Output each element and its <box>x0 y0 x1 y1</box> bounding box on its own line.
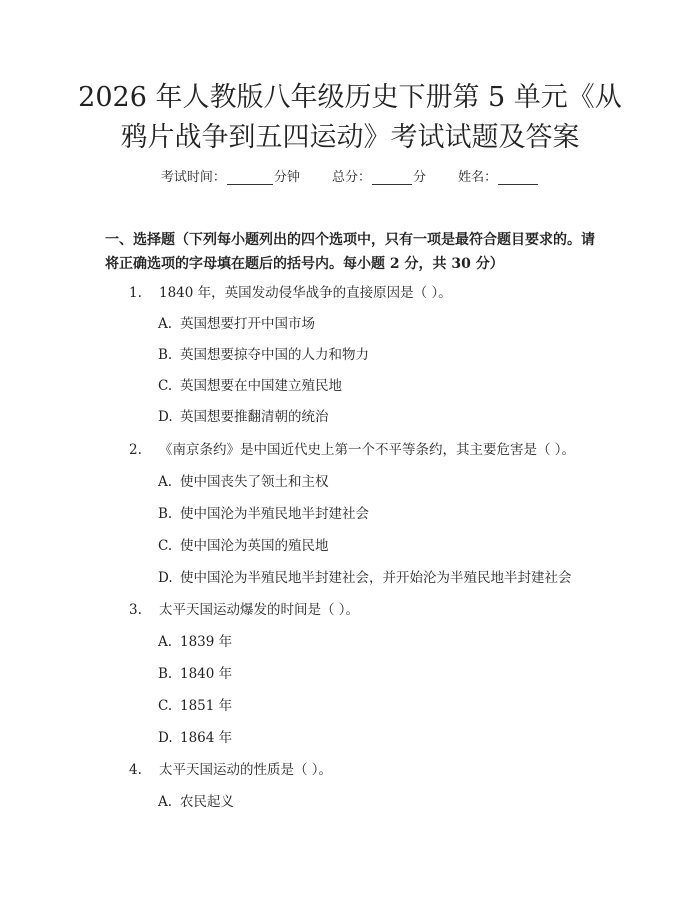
student-name-field <box>458 168 539 188</box>
option-label: A. <box>158 634 173 650</box>
student-name-label: 姓名： <box>458 170 498 185</box>
option-label: B. <box>158 347 173 363</box>
exam-time-blank <box>227 184 273 185</box>
question-1-option-b <box>158 345 369 365</box>
option-label: D. <box>158 570 173 586</box>
option-text: 1840 年 <box>180 666 233 682</box>
question-text: 1840 年，英国发动侵华战争的直接原因是（ ）。 <box>159 285 452 301</box>
exam-info-line <box>0 168 700 188</box>
option-label: D. <box>158 730 173 746</box>
total-score-unit: 分 <box>413 170 427 185</box>
option-text: 使中国沦为半殖民地半封建社会 <box>180 506 369 522</box>
section-heading: 一、选择题（下列每小题列出的四个选项中，只有一项是最符合题目要求的。请将正确选项的字母填在题后的括号内。每小题 2 分，共 30 分） <box>105 232 595 272</box>
option-text: 使中国沦为半殖民地半封建社会，并开始沦为半殖民地半封建社会 <box>180 570 572 586</box>
option-text: 农民起义 <box>180 794 234 810</box>
option-text: 英国想要打开中国市场 <box>180 316 315 332</box>
question-2-option-a <box>158 472 329 492</box>
question-3-option-b <box>158 664 232 684</box>
exam-time-field <box>161 168 300 188</box>
question-2-option-b <box>158 504 369 524</box>
question-text: 太平天国运动的性质是（ ）。 <box>159 762 333 778</box>
option-label: C. <box>158 378 173 394</box>
option-text: 1851 年 <box>180 698 233 714</box>
exam-time-label: 考试时间： <box>160 170 226 185</box>
option-text: 英国想要在中国建立殖民地 <box>180 378 342 394</box>
option-text: 使中国沦为英国的殖民地 <box>180 538 329 554</box>
exam-time-unit: 分钟 <box>273 170 300 185</box>
option-text: 英国想要掠夺中国的人力和物力 <box>180 347 369 363</box>
question-2-option-d <box>158 568 572 588</box>
question-number: 4. <box>129 762 142 778</box>
question-1-option-d <box>158 407 329 427</box>
page-title <box>40 78 660 158</box>
option-label: C. <box>158 698 173 714</box>
option-label: A. <box>158 316 173 332</box>
option-label: D. <box>158 409 173 425</box>
option-label: C. <box>158 538 173 554</box>
question-1-option-c <box>158 376 342 396</box>
student-name-blank <box>498 184 538 185</box>
question-3-option-d <box>158 728 232 748</box>
question-3 <box>129 600 609 620</box>
option-text: 1839 年 <box>180 634 233 650</box>
option-text: 使中国丧失了领土和主权 <box>180 474 329 490</box>
total-score-label: 总分： <box>331 170 371 185</box>
question-2-option-c <box>158 536 329 556</box>
question-number: 1. <box>129 285 142 301</box>
option-label: A. <box>158 474 173 490</box>
option-label: B. <box>158 506 173 522</box>
question-1 <box>129 283 609 303</box>
question-1-option-a <box>158 314 315 334</box>
option-label: B. <box>158 666 173 682</box>
question-4-option-a <box>158 792 234 812</box>
question-4 <box>129 760 609 780</box>
title-line-1: 2026 年人教版八年级历史下册第 5 单元《从 <box>78 82 622 113</box>
question-number: 2. <box>129 442 142 458</box>
question-3-option-a <box>158 632 232 652</box>
question-text: 太平天国运动爆发的时间是（ ）。 <box>159 602 360 618</box>
option-text: 英国想要推翻清朝的统治 <box>180 409 329 425</box>
question-3-option-c <box>158 696 232 716</box>
total-score-field <box>332 168 426 188</box>
question-2 <box>129 440 609 460</box>
option-label: A. <box>158 794 173 810</box>
question-number: 3. <box>129 602 142 618</box>
total-score-blank <box>372 184 412 185</box>
question-text: 《南京条约》是中国近代史上第一个不平等条约，其主要危害是（ ）。 <box>159 442 576 458</box>
option-text: 1864 年 <box>180 730 233 746</box>
title-line-2: 鸦片战争到五四运动》考试试题及答案 <box>120 122 580 153</box>
